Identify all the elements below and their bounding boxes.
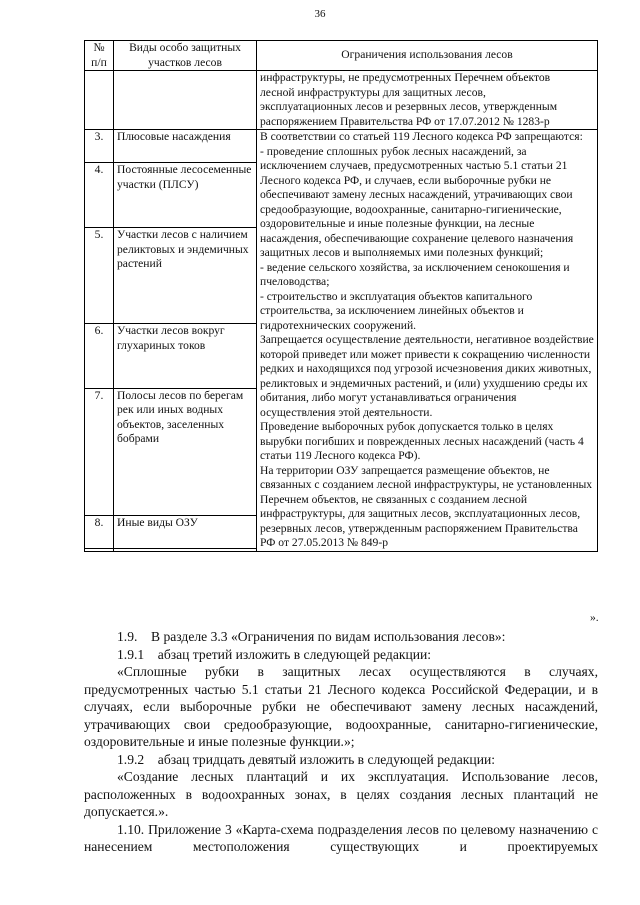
paragraph: 1.10. Приложение 3 «Карта-схема подразделения лесов по целевому назначению с нанесением местоположения существующих и проектируемых (84, 821, 598, 854)
closing-quote: ». (590, 611, 599, 624)
paragraph: 1.9.2 абзац тридцать девятый изложить в следующей редакции: (117, 751, 496, 767)
restrictions-cell: В соответствии со статьей 119 Лесного кодекса РФ запрещаются: - проведение сплошных рубок лесных насаждений, за исключением случаев, предусмотренных частью 5.1 статьи 21 Лесного кодекса РФ, и случаев, если выборочные рубки не обеспечивают замену лесных насаждений, утрачивающих свои средообразующие, водоохранные, санитарно-гигиенические, оздоровительные и иные полезные функции, на лесные насаждения, обеспечивающие сохранение целевого назначения защитных лесов и выполняемых ими полезных функций; - ведение сельского хозяйства, за исключением сенокошения и пчеловодства; - строительство и эксплуатация объектов капитального строительства, за исключением линейных объектов и гидротехнических сооружений. Запрещается осуществление деятельности, негативное воздействие которой приведет или может привести к сокращению численности редких и находящихся под угрозой исчезновения диких животных, реликтовых и эндемичных растений, и (или) ухудшению среды их обитания, либо могут устанавливаться ограничения осуществления этой деятельности. Проведение выборочных рубок допускается только в целях вырубки погибших и поврежденных лесных насаждений (часть 4 статьи 119 Лесного кодекса РФ). На территории ОЗУ запрещается размещение объектов, не связанных с созданием лесной инфраструктуры, не установленных Перечнем объектов, не связанных с созданием лесной инфраструктуры, для защитных лесов, эксплуатационных лесов, резервных лесов, утвержденным распоряжением Правительства РФ от 27.05.2013 № 849-р (257, 130, 598, 552)
row-num: 6. (85, 324, 114, 389)
header-num: № п/п (85, 41, 114, 71)
row-num: 4. (85, 163, 114, 228)
row-num: 3. (85, 130, 114, 163)
row-type: Участки лесов вокруг глухариных токов (114, 324, 257, 389)
row-type: Иные виды ОЗУ (114, 515, 257, 548)
row-num: 8. (85, 515, 114, 548)
row-num: 5. (85, 228, 114, 324)
row-num: 7. (85, 388, 114, 515)
continuation-row (85, 71, 598, 130)
paragraph: 1.9.1 абзац третий изложить в следующей редакции: (117, 646, 432, 662)
row-type: Плюсовые насаждения (114, 130, 257, 163)
row-type: Полосы лесов по берегам рек или иных водных объектов, заселенных бобрами (114, 388, 257, 515)
paragraph: «Создание лесных плантаций и их эксплуатация. Использование лесов, расположенных в водоохранных зонах, в целях создания лесных плантаций не допускается.». (84, 769, 598, 819)
row-type: Постоянные лесосеменные участки (ПЛСУ) (114, 163, 257, 228)
document-body (84, 628, 598, 856)
header-type: Виды особо защитных участков лесов (114, 41, 257, 71)
page-number: 36 (314, 8, 326, 20)
restrictions-table (84, 40, 598, 552)
table-header-row (85, 41, 598, 71)
paragraph: «Сплошные рубки в защитных лесах осуществляются в случаях, предусмотренных частью 5.1 статьи 21 Лесного кодекса Российской Федерации, и в случаях, если выборочные рубки не обеспечивают замену лесных насаждений, утрачивающих свои средообразующие, водоохранные, санитарно-гигиенические, оздоровительные и иные полезные функции.»; (84, 664, 598, 749)
section-heading: 1.9. В разделе 3.3 «Ограничения по видам использования лесов»: (117, 629, 506, 644)
table-row (85, 130, 598, 163)
continuation-cell: инфраструктуры, не предусмотренных Перечнем объектов лесной инфраструктуры для защитных лесов, эксплуатационных лесов и резервных лесов, утвержденным распоряжением Правительства РФ от 17.07.2012 № 1283-р (257, 71, 598, 130)
row-type: Участки лесов с наличием реликтовых и эндемичных растений (114, 228, 257, 324)
header-restrictions: Ограничения использования лесов (257, 41, 598, 71)
